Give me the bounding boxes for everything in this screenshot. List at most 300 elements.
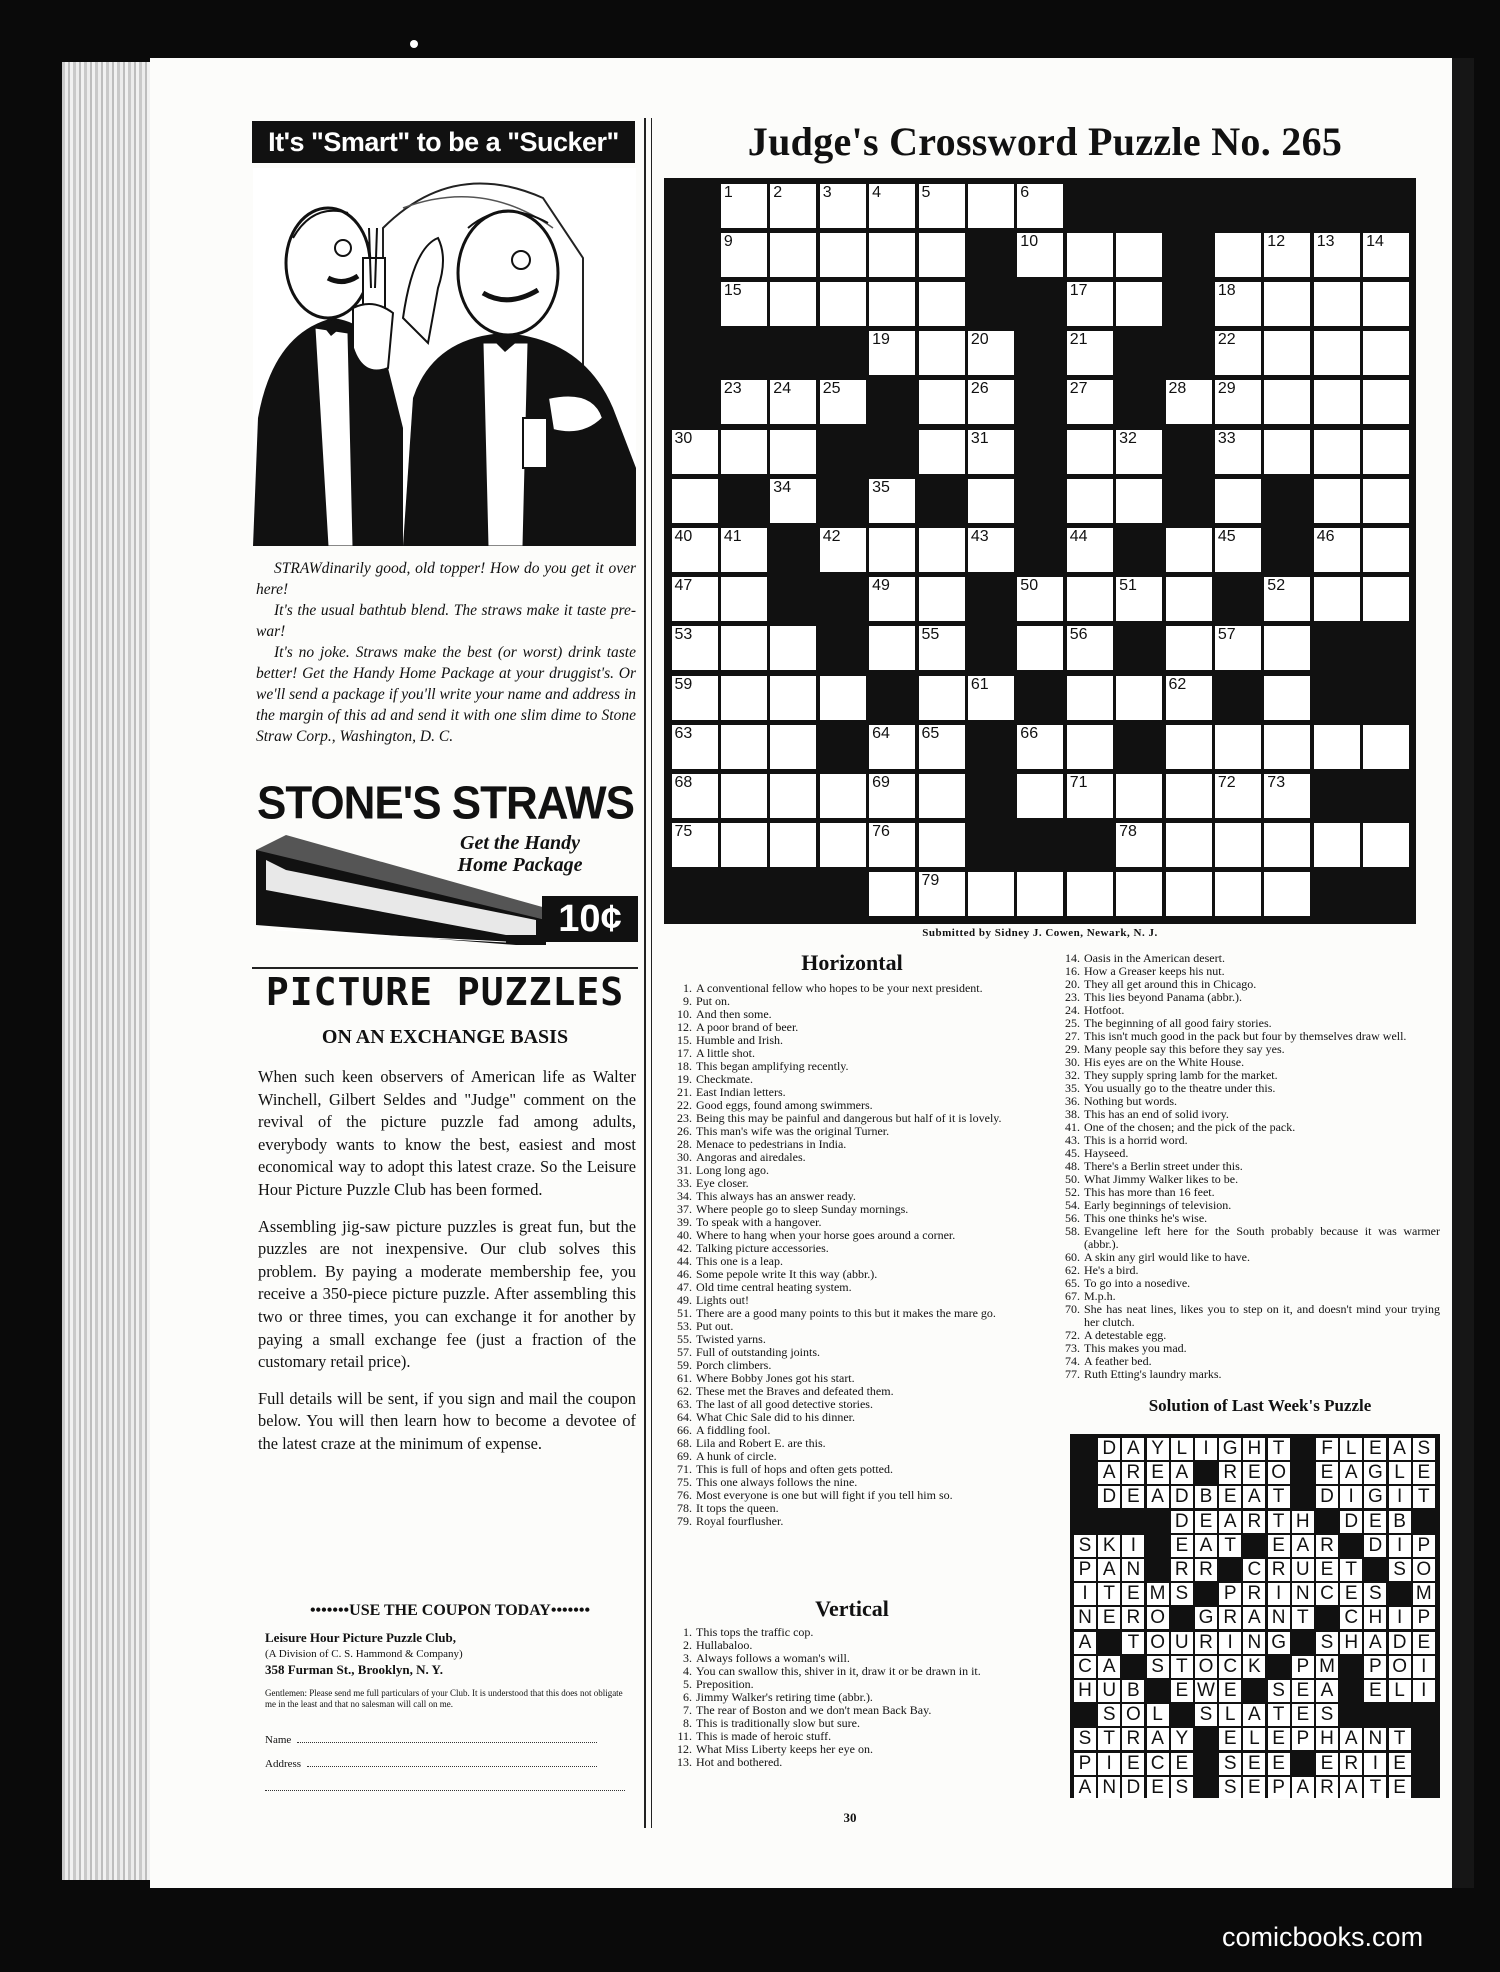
crossword-cell <box>770 184 816 228</box>
site-watermark: comicbooks.com <box>1222 1922 1424 1952</box>
solution-cell: K <box>1098 1535 1120 1557</box>
crossword-cell <box>1215 774 1261 818</box>
crossword-cell <box>869 823 915 867</box>
solution-cell: A <box>1364 1632 1386 1654</box>
solution-cell: L <box>1219 1704 1241 1726</box>
solution-cell: D <box>1340 1511 1362 1533</box>
solution-cell: T <box>1268 1486 1290 1508</box>
solution-cell: O <box>1122 1704 1144 1726</box>
clue-text: Some pepole write It this way (abbr.). <box>696 1267 878 1281</box>
solution-cell: N <box>1243 1632 1265 1654</box>
solution-cell: C <box>1074 1656 1096 1678</box>
solution-cell: N <box>1364 1728 1386 1750</box>
crossword-cell <box>869 184 915 228</box>
crossword-cell <box>1116 872 1162 916</box>
clue-number: 50. <box>1065 1172 1080 1186</box>
clue-number: 19. <box>677 1072 692 1086</box>
solution-cell: A <box>1389 1438 1411 1460</box>
clue-number: 45. <box>1065 1146 1080 1160</box>
crossword-cell <box>721 823 767 867</box>
solution-cell: S <box>1171 1583 1193 1605</box>
clue-number: 60. <box>1065 1250 1080 1264</box>
clue-number: 43. <box>1065 1133 1080 1147</box>
crossword-cell <box>1264 577 1310 621</box>
crossword-cell <box>968 430 1014 474</box>
crossword-cell <box>1017 233 1063 277</box>
clue-text: This lies beyond Panama (abbr.). <box>1084 990 1242 1004</box>
crossword-cell-number: 45 <box>1217 527 1236 545</box>
ad-cartoon-illustration <box>253 168 636 546</box>
solution-cell: T <box>1292 1607 1314 1629</box>
crossword-cell-number: 47 <box>674 577 693 595</box>
crossword-cell-number: 5 <box>921 183 931 201</box>
clue-text: This one always follows the nine. <box>696 1475 858 1489</box>
clue-text: Menace to pedestrians in India. <box>696 1137 847 1151</box>
solution-cell: N <box>1122 1559 1144 1581</box>
clue-number: 58. <box>1065 1224 1080 1238</box>
clue-number: 4. <box>683 1664 692 1678</box>
clue-text: They supply spring lamb for the market. <box>1084 1068 1278 1082</box>
clue-number: 13. <box>677 1755 692 1769</box>
clue-number: 67. <box>1065 1289 1080 1303</box>
crossword-cell <box>1314 282 1360 326</box>
crossword-cell-number: 35 <box>872 478 890 496</box>
crossword-cell-number: 21 <box>1069 331 1088 349</box>
body-paragraph: When such keen observers of American life as Walter Winchell, Gilbert Seldes and "Judge" comment on the revival of the picture puzzle fad among adults, everybody wants to know the best, easiest and most economical way to adopt this latest craze. So the Leisure Hour Picture Puzzle Club has been formed. <box>258 1067 636 1199</box>
book-right-edge <box>1452 58 1474 1888</box>
crossword-cell-number: 64 <box>872 724 890 742</box>
solution-cell: C <box>1147 1753 1169 1775</box>
solution-cell: D <box>1316 1486 1338 1508</box>
clue-number: 9. <box>683 994 692 1008</box>
crossword-cell-number: 25 <box>822 380 841 398</box>
crossword-cell <box>1067 626 1113 670</box>
coupon-club-info <box>265 1630 641 1678</box>
solution-cell: C <box>1316 1583 1338 1605</box>
clue-number: 70. <box>1065 1302 1080 1316</box>
clue-text: A poor brand of beer. <box>696 1020 799 1034</box>
crossword-cell <box>1067 725 1113 769</box>
crossword-cell <box>1363 233 1409 277</box>
clue-text: A hunk of circle. <box>696 1449 777 1463</box>
clue-number: 3. <box>683 1651 692 1665</box>
solution-cell: R <box>1195 1559 1217 1581</box>
solution-cell: G <box>1364 1486 1386 1508</box>
crossword-cell-number: 78 <box>1119 823 1137 841</box>
clue-text: Where to hang when your horse goes around a corner. <box>696 1228 956 1242</box>
solution-cell: P <box>1074 1559 1096 1581</box>
clue-text: Hullabaloo. <box>696 1638 753 1652</box>
solution-cell: A <box>1243 1704 1265 1726</box>
crossword-cell <box>721 184 767 228</box>
clue-number: 32. <box>1065 1068 1080 1082</box>
crossword-cell <box>1264 823 1310 867</box>
solution-cell: I <box>1195 1438 1217 1460</box>
solution-cell: D <box>1098 1486 1120 1508</box>
crossword-cell <box>721 528 767 572</box>
crossword-cell <box>1067 430 1113 474</box>
crossword-cell <box>919 233 965 277</box>
solution-cell: E <box>1292 1704 1314 1726</box>
clue-text: Hotfoot. <box>1084 1003 1125 1017</box>
crossword-cell <box>1264 774 1310 818</box>
crossword-cell <box>1215 233 1261 277</box>
solution-cell: E <box>1171 1680 1193 1702</box>
clue-number: 46. <box>677 1267 692 1281</box>
clue-text: Jimmy Walker's retiring time (abbr.). <box>696 1690 873 1704</box>
crossword-cell-number: 63 <box>674 724 693 742</box>
solution-cell: Y <box>1147 1438 1169 1460</box>
crossword-cell <box>721 626 767 670</box>
clue-number: 66. <box>677 1423 692 1437</box>
ad-tagline-line: Home Package <box>457 854 583 876</box>
crossword-cell <box>869 479 915 523</box>
column-rule <box>644 118 646 1828</box>
crossword-cell <box>1363 479 1409 523</box>
solution-cell: S <box>1074 1728 1096 1750</box>
crossword-cell <box>770 823 816 867</box>
solution-cell: E <box>1292 1680 1314 1702</box>
picture-puzzles-body <box>258 1066 636 1470</box>
crossword-cell <box>820 528 866 572</box>
crossword-cell-number: 69 <box>872 773 890 791</box>
crossword-cell <box>869 282 915 326</box>
solution-cell: E <box>1219 1728 1241 1750</box>
crossword-title: Judge's Crossword Puzzle No. 265 <box>747 119 1343 164</box>
crossword-cell <box>1314 479 1360 523</box>
clue-text: Where people go to sleep Sunday mornings. <box>696 1202 909 1216</box>
crossword-cell <box>1264 872 1310 916</box>
clue-text: Preposition. <box>696 1677 754 1691</box>
crossword-cell <box>1264 282 1310 326</box>
solution-cell: O <box>1389 1656 1411 1678</box>
crossword-cell <box>672 823 718 867</box>
clue-text: M.p.h. <box>1084 1289 1116 1303</box>
clue-number: 26. <box>677 1124 692 1138</box>
solution-cell: A <box>1074 1777 1096 1799</box>
two-gentlemen-drinking-illustration <box>253 168 636 546</box>
scan-speck <box>410 40 418 48</box>
clue-text: Long long ago. <box>696 1163 769 1177</box>
picture-puzzles-subtitle: ON AN EXCHANGE BASIS <box>321 1026 569 1048</box>
crossword-cell-number: 52 <box>1267 577 1286 595</box>
solution-cell: A <box>1316 1680 1338 1702</box>
crossword-cell-number: 50 <box>1020 577 1039 595</box>
crossword-cell <box>1166 725 1212 769</box>
clue-number: 35. <box>1065 1081 1080 1095</box>
crossword-cell <box>1314 823 1360 867</box>
clue-number: 55. <box>677 1332 692 1346</box>
solution-cell: A <box>1195 1535 1217 1557</box>
crossword-cell <box>721 725 767 769</box>
clue-text: To go into a nosedive. <box>1084 1276 1191 1290</box>
clue-number: 79. <box>677 1514 692 1528</box>
clue-number: 59. <box>677 1358 692 1372</box>
coupon-name-label: Name <box>265 1734 292 1746</box>
solution-cell: I <box>1364 1753 1386 1775</box>
crossword-cell-number: 18 <box>1217 281 1236 299</box>
crossword-cell-number: 56 <box>1069 626 1088 644</box>
crossword-cell <box>770 282 816 326</box>
coupon-address-field-2[interactable] <box>265 1790 625 1791</box>
crossword-cell <box>1067 282 1113 326</box>
clue-text: The rear of Boston and we don't mean Back Bay. <box>696 1703 932 1717</box>
clue-number: 20. <box>1065 977 1080 991</box>
clue-number: 53. <box>677 1319 692 1333</box>
clue-number: 77. <box>1065 1367 1080 1381</box>
clue-number: 28. <box>677 1137 692 1151</box>
crossword-cell <box>869 577 915 621</box>
solution-cell: S <box>1219 1753 1241 1775</box>
solution-cell: H <box>1243 1438 1265 1460</box>
clues-continued-section <box>1050 952 1440 1381</box>
clue-text: Nothing but words. <box>1084 1094 1177 1108</box>
solution-cell: M <box>1147 1583 1169 1605</box>
clue-text: This has more than 16 feet. <box>1084 1185 1215 1199</box>
crossword-cell-number: 76 <box>872 823 890 841</box>
solution-cell: T <box>1268 1438 1290 1460</box>
crossword-cell <box>820 774 866 818</box>
crossword-cell <box>1215 872 1261 916</box>
clue-number: 23. <box>677 1111 692 1125</box>
solution-cell: N <box>1292 1583 1314 1605</box>
crossword-grid <box>664 178 1416 924</box>
solution-cell: G <box>1364 1462 1386 1484</box>
crossword-cell <box>1116 577 1162 621</box>
coupon-address-row-2 <box>265 1782 637 1794</box>
clue-text: There's a Berlin street under this. <box>1084 1159 1243 1173</box>
solution-cell: E <box>1316 1559 1338 1581</box>
solution-cell: A <box>1147 1486 1169 1508</box>
crossword-cell <box>1116 282 1162 326</box>
vertical-clues-section <box>662 1596 1042 1769</box>
clue-text: Oasis in the American desert. <box>1084 951 1225 965</box>
clue-number: 62. <box>1065 1263 1080 1277</box>
solution-cell: O <box>1268 1462 1290 1484</box>
clue-text: Where Bobby Jones got his start. <box>696 1371 855 1385</box>
clue-text: This is made of heroic stuff. <box>696 1729 832 1743</box>
clue-text: Many people say this before they say yes. <box>1084 1042 1285 1056</box>
clue-number: 8. <box>683 1716 692 1730</box>
solution-cell: S <box>1364 1583 1386 1605</box>
crossword-cell <box>1363 528 1409 572</box>
crossword-cell <box>919 774 965 818</box>
solution-cell: A <box>1098 1559 1120 1581</box>
solution-cell: T <box>1413 1486 1435 1508</box>
solution-cell: A <box>1292 1535 1314 1557</box>
clue-number: 30. <box>1065 1055 1080 1069</box>
clue-number: 23. <box>1065 990 1080 1004</box>
book-page-edges <box>62 62 162 1880</box>
solution-cell: N <box>1074 1607 1096 1629</box>
clue-text: The beginning of all good fairy stories. <box>1084 1016 1272 1030</box>
crossword-cell <box>1363 380 1409 424</box>
crossword-cell <box>721 380 767 424</box>
vertical-heading: Vertical <box>815 1596 889 1621</box>
solution-cell: R <box>1316 1777 1338 1799</box>
solution-cell: D <box>1389 1632 1411 1654</box>
clue-number: 49. <box>677 1293 692 1307</box>
solution-cell: E <box>1243 1462 1265 1484</box>
solution-cell: A <box>1219 1511 1241 1533</box>
solution-cell: D <box>1122 1777 1144 1799</box>
solution-cell: I <box>1122 1535 1144 1557</box>
crossword-cell <box>1017 577 1063 621</box>
clue-number: 22. <box>677 1098 692 1112</box>
solution-cell: T <box>1340 1559 1362 1581</box>
crossword-cell <box>968 331 1014 375</box>
crossword-cell <box>721 676 767 720</box>
crossword-cell <box>968 528 1014 572</box>
clue-text: This is traditionally slow but sure. <box>696 1716 860 1730</box>
solution-cell: A <box>1098 1462 1120 1484</box>
solution-cell: U <box>1171 1632 1193 1654</box>
clue-number: 61. <box>677 1371 692 1385</box>
solution-cell: I <box>1389 1535 1411 1557</box>
clue-text: What Jimmy Walker likes to be. <box>1084 1172 1239 1186</box>
solution-cell: S <box>1219 1777 1241 1799</box>
ad-copy-paragraph: It's the usual bathtub blend. The straws make it taste pre-war! <box>256 602 636 640</box>
picture-puzzles-title: PICTURE PUZZLES <box>265 970 625 1014</box>
crossword-cell <box>1166 676 1212 720</box>
solution-cell: S <box>1147 1656 1169 1678</box>
solution-cell: D <box>1364 1535 1386 1557</box>
crossword-cell <box>1215 479 1261 523</box>
clue-text: What Chic Sale did to his dinner. <box>696 1410 855 1424</box>
clue-text: Most everyone is one but will fight if you tell him so. <box>696 1488 953 1502</box>
ad-copy-paragraph: STRAWdinarily good, old topper! How do you get it over here! <box>256 560 636 598</box>
clue-text: This isn't much good in the pack but four by themselves draw well. <box>1084 1029 1407 1043</box>
clue-text: There are a good many points to this but it makes the mare go. <box>696 1306 996 1320</box>
crossword-cell <box>1215 823 1261 867</box>
solution-cell: C <box>1243 1559 1265 1581</box>
solution-cell: P <box>1074 1753 1096 1775</box>
clue-number: 42. <box>677 1241 692 1255</box>
clue-number: 1. <box>683 981 692 995</box>
clue-number: 63. <box>677 1397 692 1411</box>
clue-number: 36. <box>1065 1094 1080 1108</box>
clue-text: Angoras and airedales. <box>696 1150 806 1164</box>
crossword-cell <box>672 430 718 474</box>
coupon-address-field[interactable] <box>307 1766 597 1767</box>
clue-text: Always follows a woman's will. <box>696 1651 850 1665</box>
crossword-cell <box>1067 331 1113 375</box>
solution-cell: S <box>1316 1632 1338 1654</box>
clue-number: 69. <box>677 1449 692 1463</box>
horizontal-heading: Horizontal <box>801 950 903 975</box>
solution-cell: M <box>1316 1656 1338 1678</box>
crossword-cell <box>1363 823 1409 867</box>
crossword-cell <box>820 380 866 424</box>
solution-cell: L <box>1243 1728 1265 1750</box>
column-rule <box>651 118 652 1828</box>
solution-cell: H <box>1074 1680 1096 1702</box>
crossword-cell <box>721 774 767 818</box>
crossword-cell-number: 31 <box>970 429 989 447</box>
solution-cell: P <box>1292 1656 1314 1678</box>
crossword-cell-number: 12 <box>1267 232 1286 250</box>
solution-cell: E <box>1316 1753 1338 1775</box>
crossword-cell <box>1166 380 1212 424</box>
clue-number: 65. <box>1065 1276 1080 1290</box>
crossword-cell <box>1166 626 1212 670</box>
crossword-cell <box>968 380 1014 424</box>
clue-text: Ruth Etting's laundry marks. <box>1084 1367 1222 1381</box>
solution-cell: E <box>1171 1535 1193 1557</box>
clue-number: 57. <box>677 1345 692 1359</box>
crossword-cell-number: 27 <box>1069 380 1088 398</box>
clue-number: 31. <box>677 1163 692 1177</box>
solution-cell: R <box>1219 1462 1241 1484</box>
clue-number: 51. <box>677 1306 692 1320</box>
coupon-name-field[interactable] <box>297 1742 597 1743</box>
crossword-cell-number: 2 <box>773 183 783 201</box>
crossword-cell <box>721 233 767 277</box>
crossword-cell-number: 79 <box>921 872 940 890</box>
crossword-cell-number: 72 <box>1217 773 1236 791</box>
clue-number: 54. <box>1065 1198 1080 1212</box>
solution-cell: Y <box>1171 1728 1193 1750</box>
clue-text: Old time central heating system. <box>696 1280 852 1294</box>
solution-cell: E <box>1364 1511 1386 1533</box>
crossword-cell <box>1363 282 1409 326</box>
solution-cell: A <box>1171 1462 1193 1484</box>
clue-text: This is a horrid word. <box>1084 1133 1188 1147</box>
clue-text: You can swallow this, shiver in it, draw it or be drawn in it. <box>696 1664 981 1678</box>
crossword-cell <box>1314 725 1360 769</box>
solution-cell: T <box>1098 1728 1120 1750</box>
solution-cell: R <box>1340 1753 1362 1775</box>
solution-cell: E <box>1340 1583 1362 1605</box>
crossword-cell <box>1017 774 1063 818</box>
crossword-cell <box>1116 774 1162 818</box>
crossword-cell-number: 42 <box>822 527 841 545</box>
solution-cell: E <box>1243 1777 1265 1799</box>
crossword-cell <box>770 233 816 277</box>
crossword-cell <box>770 725 816 769</box>
clue-text: A conventional fellow who hopes to be your next president. <box>696 981 983 995</box>
clue-text: Good eggs, found among swimmers. <box>696 1098 873 1112</box>
crossword-cell-number: 29 <box>1217 380 1236 398</box>
clue-number: 72. <box>1065 1328 1080 1342</box>
solution-cell: G <box>1195 1607 1217 1629</box>
solution-cell: E <box>1316 1462 1338 1484</box>
horizontal-clue-list <box>662 982 1042 1528</box>
solution-cell: E <box>1219 1680 1241 1702</box>
solution-cell: A <box>1147 1728 1169 1750</box>
clue-number: 16. <box>1065 964 1080 978</box>
solution-cell: O <box>1147 1607 1169 1629</box>
crossword-cell-number: 61 <box>970 675 989 693</box>
solution-cell: N <box>1268 1607 1290 1629</box>
solution-cell: I <box>1413 1680 1435 1702</box>
solution-cell: R <box>1243 1583 1265 1605</box>
crossword-cell-number: 66 <box>1020 724 1039 742</box>
crossword-cell-number: 34 <box>773 478 792 496</box>
crossword-cell-number: 62 <box>1168 675 1187 693</box>
solution-cell: E <box>1413 1632 1435 1654</box>
clue-number: 29. <box>1065 1042 1080 1056</box>
solution-cell: W <box>1195 1680 1217 1702</box>
clue-text: Lila and Robert E. are this. <box>696 1436 826 1450</box>
solution-cell: I <box>1340 1486 1362 1508</box>
clue-number: 38. <box>1065 1107 1080 1121</box>
solution-cell: S <box>1195 1704 1217 1726</box>
solution-cell: S <box>1268 1680 1290 1702</box>
solution-cell: E <box>1389 1777 1411 1799</box>
clue-number: 37. <box>677 1202 692 1216</box>
solution-cell: P <box>1219 1583 1241 1605</box>
